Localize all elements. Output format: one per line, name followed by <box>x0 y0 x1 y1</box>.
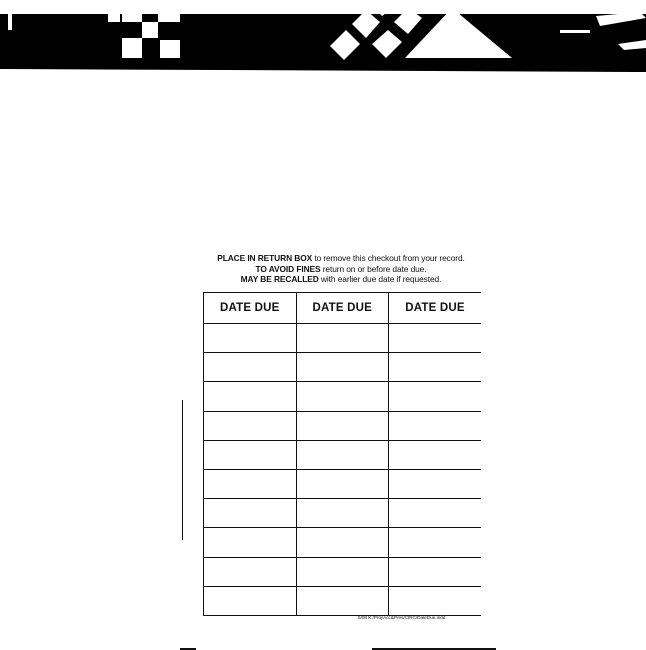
date-due-cell <box>204 586 297 615</box>
checkered-banner <box>0 0 646 72</box>
banner-checker <box>122 0 142 22</box>
date-due-cell <box>389 411 482 440</box>
banner-mark <box>108 0 120 22</box>
footer-file-code: 5/08 K:/Proj/Acc&Pres/CIRC/DateDue.indd <box>358 616 446 621</box>
banner-checker <box>122 38 142 58</box>
date-due-cell <box>204 440 297 469</box>
date-due-header: DATE DUE <box>389 293 482 324</box>
date-due-cell <box>389 557 482 586</box>
date-due-cell <box>389 382 482 411</box>
banner-checker <box>142 22 158 38</box>
notice-line-3: MAY BE RECALLED with earlier due date if requested. <box>240 274 442 284</box>
return-notice <box>196 253 486 285</box>
table-row <box>204 586 482 615</box>
banner-checker <box>370 0 396 16</box>
date-due-cell <box>296 382 389 411</box>
date-due-cell <box>296 557 389 586</box>
date-due-cell <box>296 528 389 557</box>
table-row <box>204 528 482 557</box>
table-row <box>204 382 482 411</box>
date-due-header: DATE DUE <box>204 293 297 324</box>
banner-checker <box>160 40 180 58</box>
date-due-cell <box>389 586 482 615</box>
scan-margin-line <box>182 400 183 540</box>
date-due-cell <box>204 528 297 557</box>
table-row <box>204 557 482 586</box>
date-due-cell <box>296 586 389 615</box>
banner-checker <box>158 0 180 22</box>
table-row <box>204 499 482 528</box>
date-due-cell <box>204 557 297 586</box>
date-due-cell <box>296 411 389 440</box>
date-due-cell <box>204 411 297 440</box>
date-due-body <box>204 324 482 616</box>
notice-line-1: PLACE IN RETURN BOX to remove this checkout from your record. <box>217 253 465 263</box>
banner-mark <box>440 0 646 14</box>
table-row <box>204 324 482 353</box>
date-due-cell <box>204 469 297 498</box>
date-due-cell <box>204 324 297 353</box>
date-due-cell <box>204 499 297 528</box>
date-due-cell <box>204 353 297 382</box>
table-row <box>204 353 482 382</box>
table-header-row <box>204 293 482 324</box>
table-row <box>204 469 482 498</box>
date-due-cell <box>296 499 389 528</box>
banner-mark <box>182 0 314 14</box>
date-due-cell <box>296 440 389 469</box>
date-due-cell <box>389 528 482 557</box>
date-due-cell <box>389 353 482 382</box>
date-due-table <box>203 292 481 616</box>
banner-mark <box>8 0 12 30</box>
banner-mark <box>560 30 590 33</box>
date-due-cell <box>389 469 482 498</box>
notice-line-2: TO AVOID FINES return on or before date due. <box>255 263 427 274</box>
date-due-table-wrap <box>203 292 481 616</box>
table-row <box>204 411 482 440</box>
date-due-cell <box>296 353 389 382</box>
date-due-cell <box>296 469 389 498</box>
date-due-cell <box>389 440 482 469</box>
date-due-cell <box>204 382 297 411</box>
date-due-cell <box>296 324 389 353</box>
table-row <box>204 440 482 469</box>
date-due-cell <box>389 324 482 353</box>
date-due-header: DATE DUE <box>296 293 389 324</box>
date-due-cell <box>389 499 482 528</box>
